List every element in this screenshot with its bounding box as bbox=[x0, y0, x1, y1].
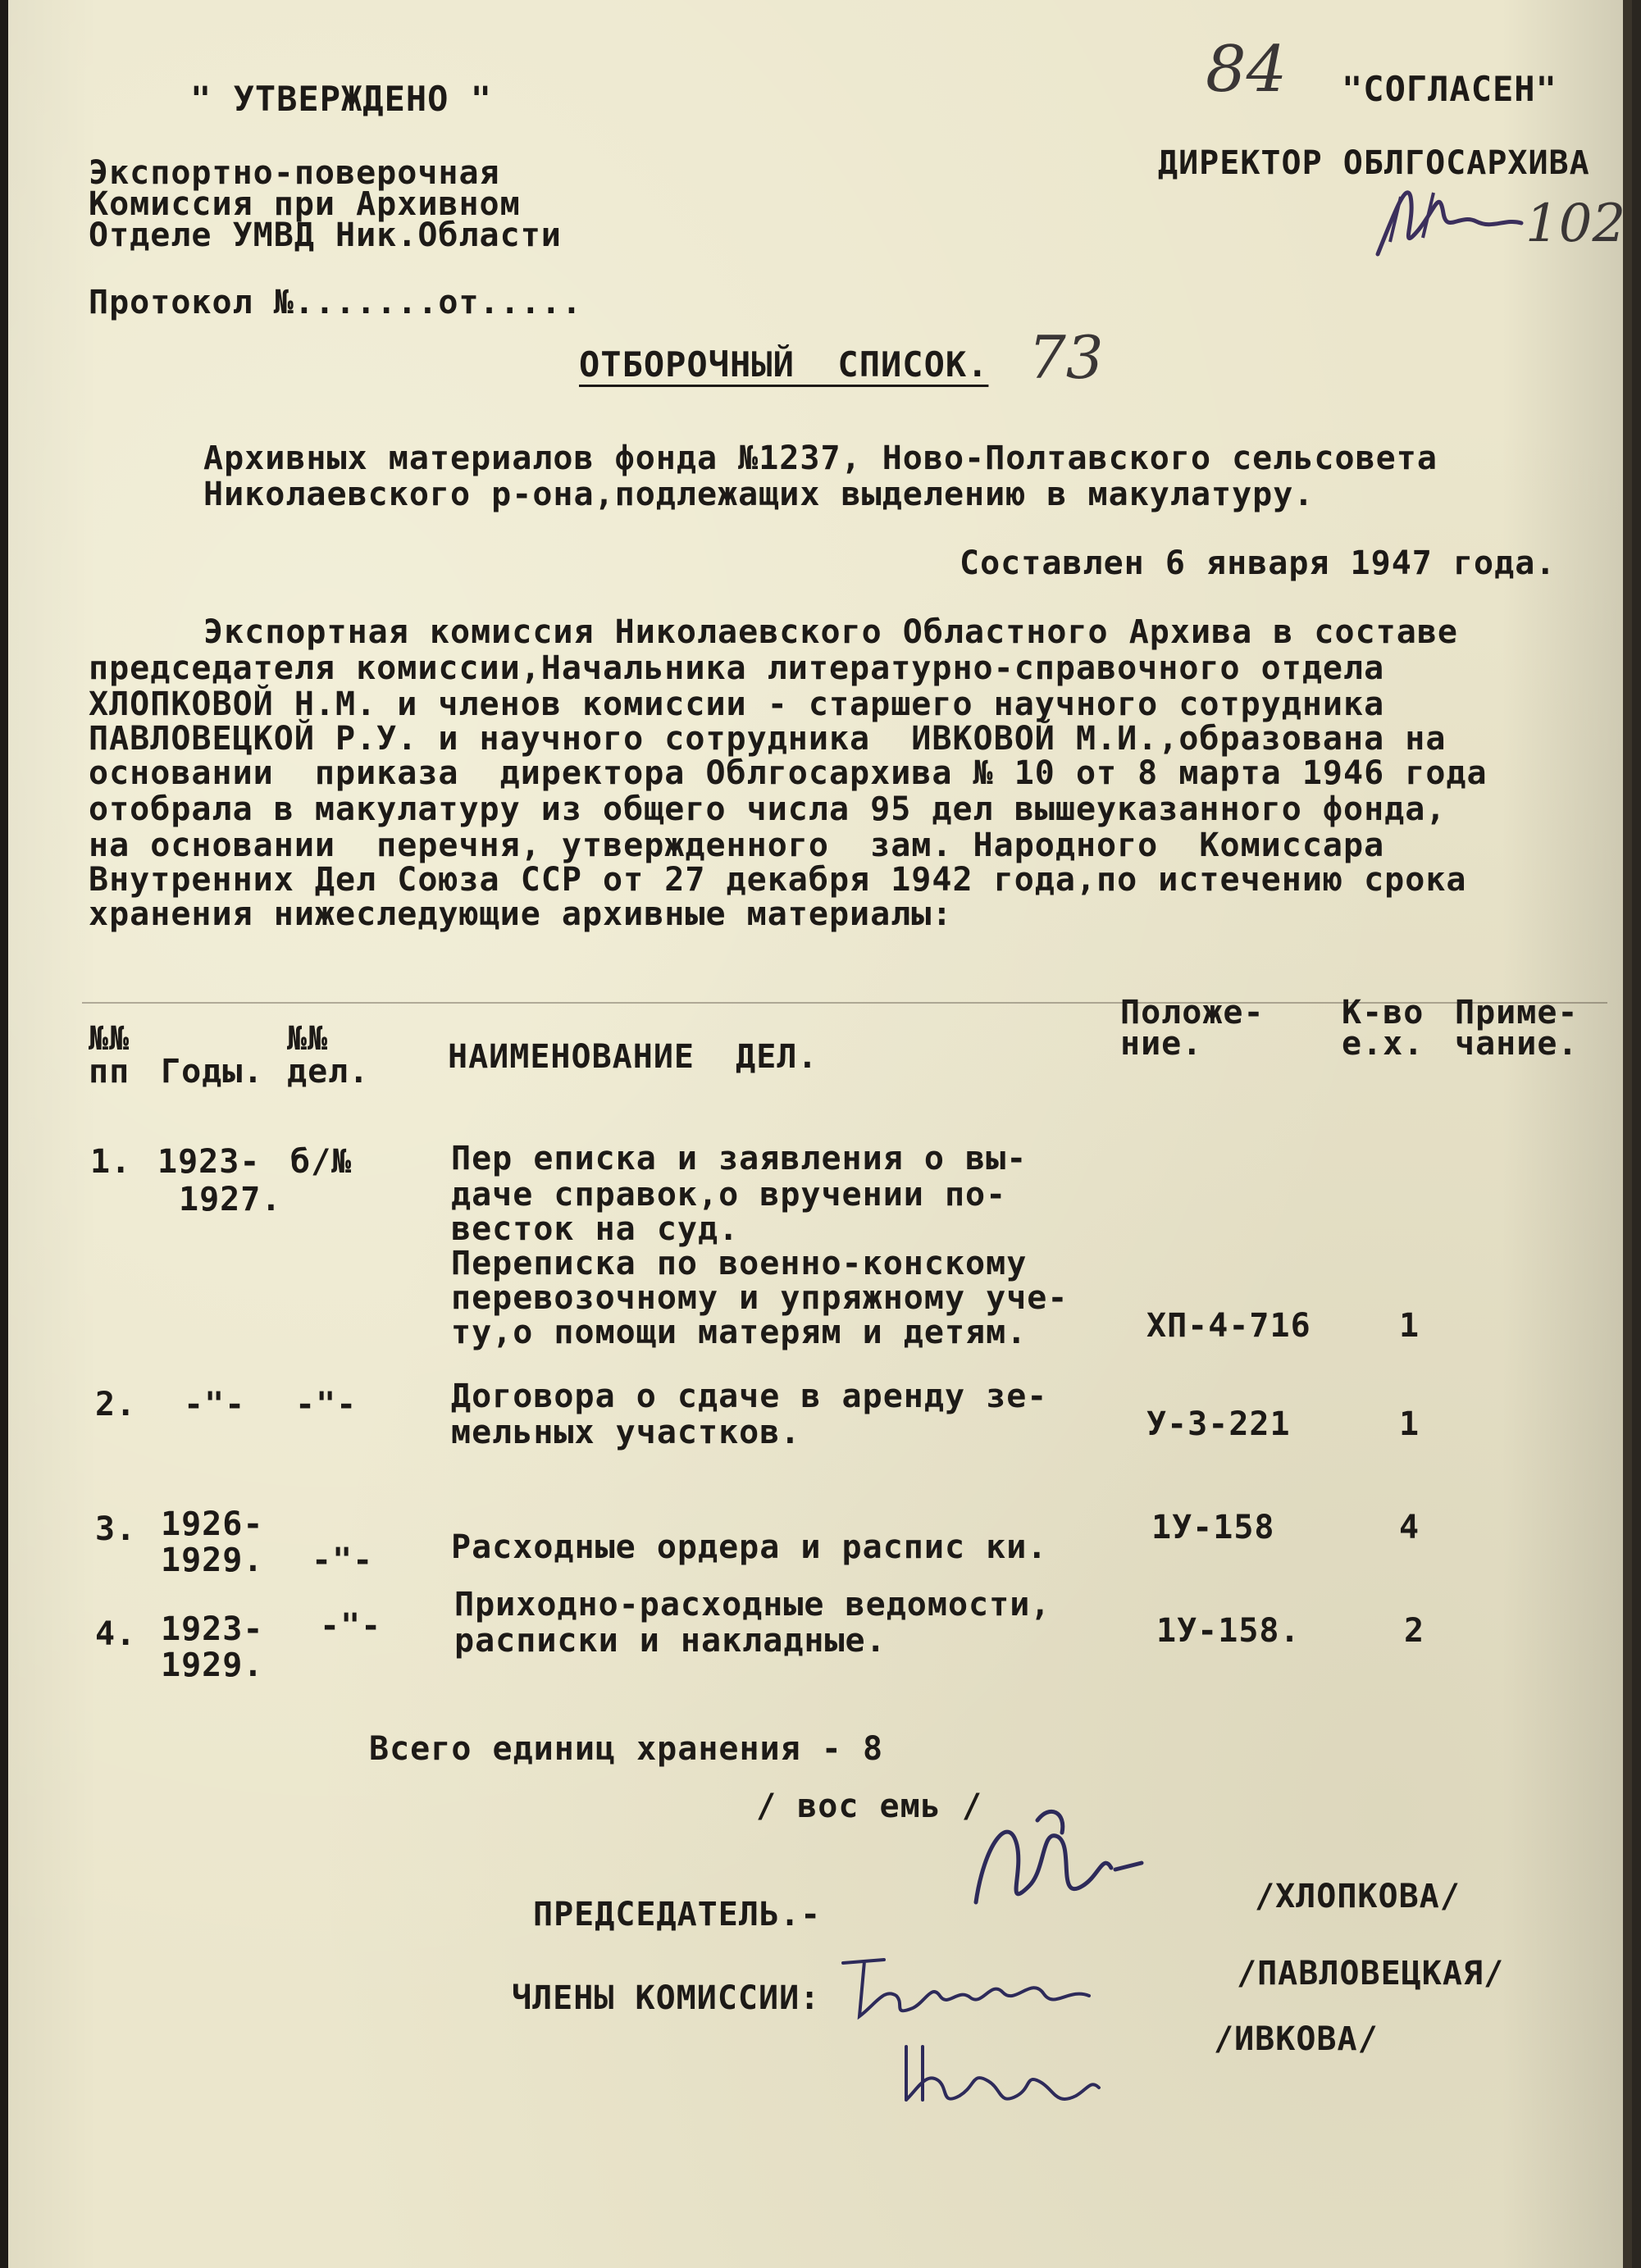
row3-year-1: 1926- bbox=[161, 1505, 264, 1543]
header-note-1: Приме- bbox=[1455, 994, 1579, 1032]
row4-position: 1У-158. bbox=[1156, 1612, 1301, 1650]
agreed-heading: "СОГЛАСЕН" bbox=[1342, 69, 1557, 109]
header-num-2: пп bbox=[89, 1053, 130, 1091]
pencil-number-102: 102 bbox=[1525, 194, 1626, 254]
subtitle-line-2: Николаевского р-она,подлежащих выделению в макулатуру. bbox=[203, 476, 1315, 513]
total-in-words: / вос емь / bbox=[756, 1788, 982, 1825]
chairman-label: ПРЕДСЕДАТЕЛЬ.- bbox=[533, 1896, 822, 1933]
header-count-1: К-во bbox=[1342, 994, 1424, 1032]
approved-line-2: Комиссия при Архивном bbox=[89, 185, 521, 223]
row3-year-2: 1929. bbox=[161, 1542, 264, 1579]
member2-name: /ИВКОВА/ bbox=[1214, 2020, 1379, 2058]
row4-name-2: расписки и накладные. bbox=[454, 1622, 887, 1660]
row4-caseno: -"- bbox=[320, 1607, 382, 1645]
row1-position: ХП-4-716 bbox=[1146, 1307, 1311, 1345]
row2-num: 2. bbox=[95, 1386, 137, 1423]
body-line-4: ПАВЛОВЕЦКОЙ Р.У. и научного сотрудника ИВКОВОЙ М.И.,образована на bbox=[89, 720, 1447, 758]
body-line-3: ХЛОПКОВОЙ Н.М. и членов комиссии - старшего научного сотрудника bbox=[89, 685, 1385, 723]
subtitle-line-1: Архивных материалов фонда №1237, Ново-Полтавского сельсовета bbox=[203, 439, 1438, 477]
row1-name-4: Переписка по военно-конскому bbox=[451, 1245, 1028, 1282]
row2-name-1: Договора о сдаче в аренду зе- bbox=[451, 1378, 1048, 1415]
header-caseno-2: дел. bbox=[287, 1053, 370, 1091]
row1-num: 1. bbox=[90, 1143, 132, 1181]
protocol-line: Протокол №.......от..... bbox=[89, 284, 582, 321]
header-num-1: №№ bbox=[89, 1020, 130, 1058]
header-position-2: ние. bbox=[1120, 1025, 1203, 1063]
member1-signature bbox=[835, 1938, 1105, 2037]
body-line-9: хранения нижеследующие архивные материалы: bbox=[89, 895, 953, 933]
member2-signature bbox=[894, 2030, 1107, 2120]
member1-name: /ПАВЛОВЕЦКАЯ/ bbox=[1237, 1955, 1505, 1992]
row2-name-2: мельных участков. bbox=[451, 1414, 801, 1451]
row3-name-1: Расходные ордера и распис ки. bbox=[451, 1528, 1048, 1566]
approved-heading: " УТВЕРЖДЕНО " bbox=[190, 79, 493, 119]
row2-years: -"- bbox=[184, 1386, 246, 1423]
approved-line-1: Экспортно-поверочная bbox=[89, 154, 500, 192]
body-line-6: отобрала в макулатуру из общего числа 95 дел вышеуказанного фонда, bbox=[89, 790, 1447, 828]
agreed-director: ДИРЕКТОР ОБЛГОСАРХИВА bbox=[1158, 144, 1590, 182]
approved-line-3: Отделе УМВД Ник.Области bbox=[89, 216, 562, 254]
members-label: ЧЛЕНЫ КОМИССИИ: bbox=[512, 1979, 821, 2017]
pencil-note-top: 84 bbox=[1206, 33, 1288, 107]
row1-count: 1 bbox=[1399, 1307, 1420, 1345]
header-caseno-1: №№ bbox=[287, 1020, 329, 1058]
row1-name-1: Пер еписка и заявления о вы- bbox=[451, 1140, 1028, 1177]
row4-num: 4. bbox=[95, 1615, 137, 1653]
row2-caseno: -"- bbox=[295, 1386, 358, 1423]
row1-name-3: весток на суд. bbox=[451, 1210, 740, 1248]
body-line-7: на основании перечня, утвержденного зам. Народного Комиссара bbox=[89, 827, 1385, 864]
row4-count: 2 bbox=[1404, 1612, 1425, 1650]
row1-caseno: б/№ bbox=[290, 1143, 353, 1181]
row1-year-1: 1923- bbox=[157, 1143, 261, 1181]
body-line-5: основании приказа директора Облгосархива № 10 от 8 марта 1946 года bbox=[89, 754, 1488, 792]
row3-position: 1У-158 bbox=[1151, 1509, 1275, 1546]
header-position-1: Положе- bbox=[1120, 994, 1265, 1032]
header-years: Годы. bbox=[161, 1053, 264, 1091]
row3-num: 3. bbox=[95, 1510, 137, 1548]
scan-edge-left bbox=[0, 0, 8, 2268]
row1-name-2: даче справок,о вручении по- bbox=[451, 1176, 1007, 1214]
row4-year-2: 1929. bbox=[161, 1646, 264, 1684]
body-line-2: председателя комиссии,Начальника литературно-справочного отдела bbox=[89, 649, 1385, 687]
compiled-date: Составлен 6 января 1947 года. bbox=[960, 544, 1557, 582]
header-count-2: е.х. bbox=[1342, 1025, 1424, 1063]
row1-name-6: ту,о помощи матерям и детям. bbox=[451, 1314, 1028, 1351]
row4-name-1: Приходно-расходные ведомости, bbox=[454, 1586, 1051, 1624]
body-line-8: Внутренних Дел Союза ССР от 27 декабря 1942 года,по истечению срока bbox=[89, 861, 1467, 899]
row3-count: 4 bbox=[1399, 1509, 1420, 1546]
row1-name-5: перевозочному и упряжному уче- bbox=[451, 1279, 1069, 1317]
pencil-number-73: 73 bbox=[1028, 323, 1104, 392]
row1-year-2: 1927. bbox=[179, 1181, 282, 1218]
total-units: Всего единиц хранения - 8 bbox=[369, 1730, 884, 1768]
document-title: ОТБОРОЧНЫЙ СПИСОК. bbox=[579, 344, 989, 385]
header-name: НАИМЕНОВАНИЕ ДЕЛ. bbox=[448, 1038, 818, 1076]
body-line-1: Экспортная комиссия Николаевского Областного Архива в составе bbox=[203, 613, 1459, 651]
row2-count: 1 bbox=[1399, 1405, 1420, 1443]
scan-edge-right bbox=[1623, 0, 1632, 2268]
chairman-name: /ХЛОПКОВА/ bbox=[1255, 1878, 1461, 1915]
chairman-signature bbox=[960, 1796, 1148, 1935]
director-signature bbox=[1361, 164, 1542, 271]
row2-position: У-3-221 bbox=[1146, 1405, 1291, 1443]
row3-caseno: -"- bbox=[312, 1542, 374, 1579]
header-note-2: чание. bbox=[1455, 1025, 1579, 1063]
row4-year-1: 1923- bbox=[161, 1610, 264, 1648]
